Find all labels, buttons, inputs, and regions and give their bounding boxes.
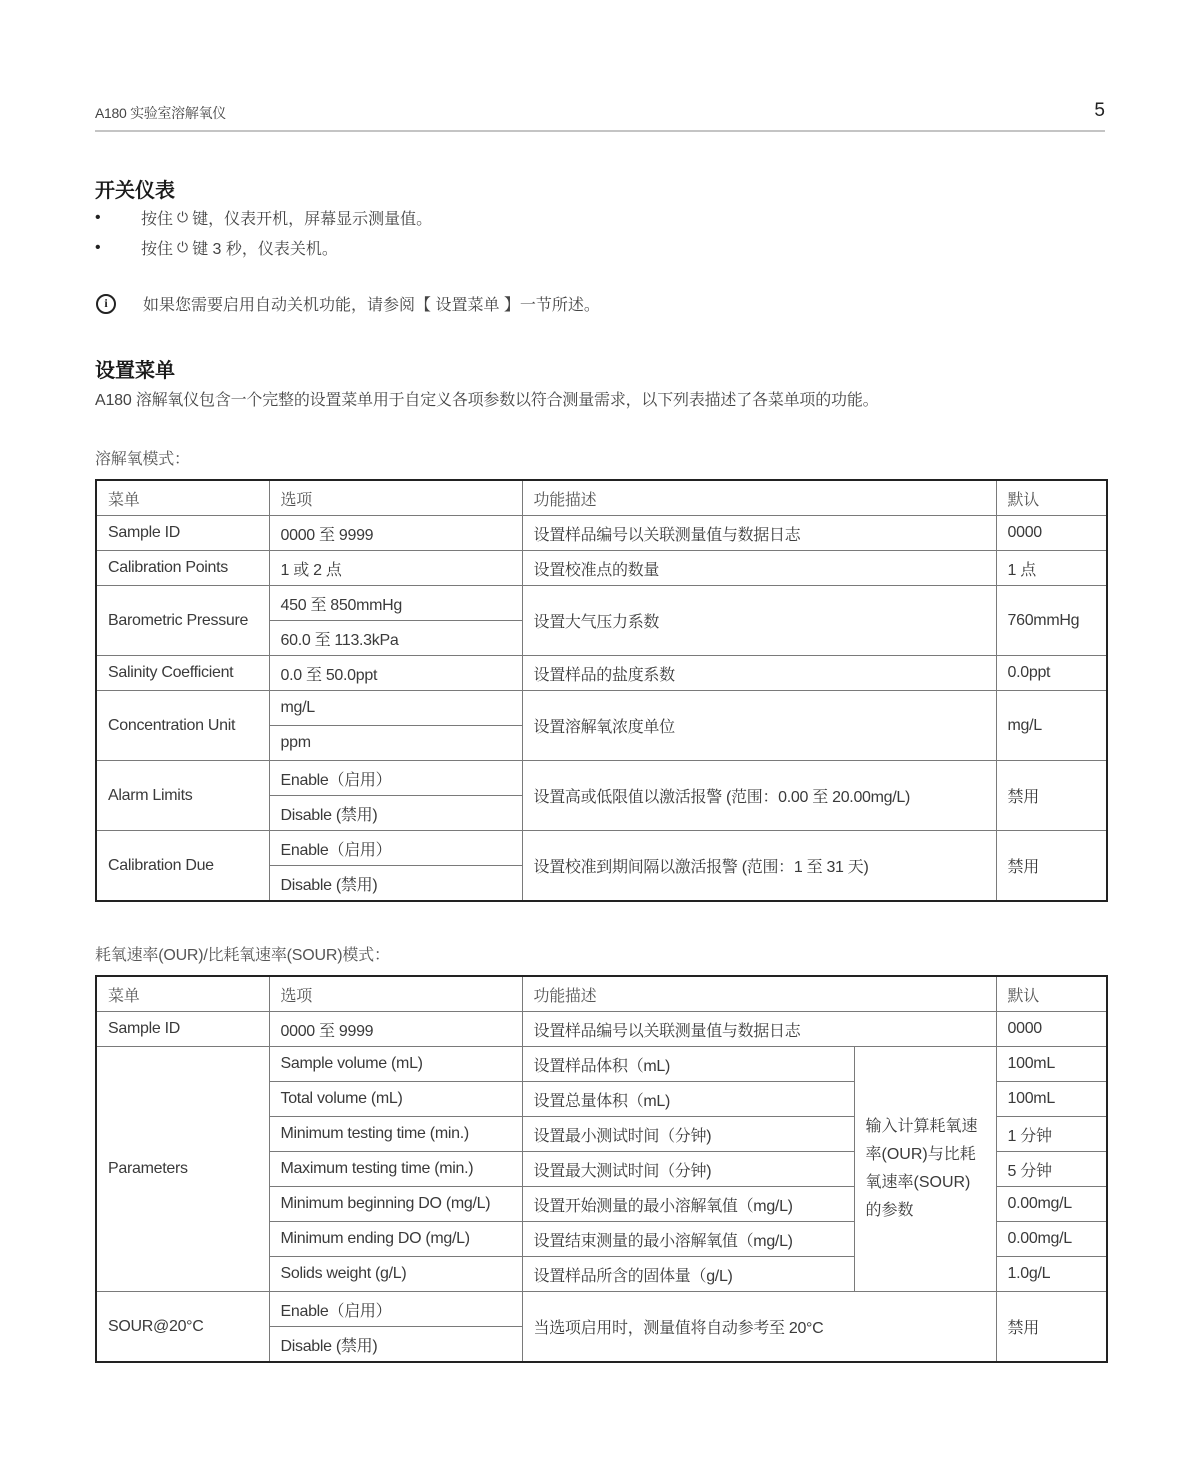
default-cell: 0.0ppt bbox=[996, 656, 1107, 691]
menu-cell: Concentration Unit bbox=[96, 691, 269, 761]
option-cell: ppm bbox=[269, 726, 522, 761]
page-number: 5 bbox=[1094, 100, 1105, 121]
parameters-group-note: 输入计算耗氧速率(OUR)与比耗氧速率(SOUR)的参数 bbox=[854, 1047, 996, 1292]
description-cell: 设置样品编号以关联测量值与数据日志 bbox=[522, 1012, 996, 1047]
description-cell: 设置最大测试时间（分钟) bbox=[522, 1152, 854, 1187]
option-cell: Enable（启用） bbox=[269, 831, 522, 866]
default-cell: 禁用 bbox=[996, 831, 1107, 902]
info-note bbox=[95, 292, 600, 315]
table-header-row bbox=[96, 976, 1107, 1012]
default-cell: 禁用 bbox=[996, 1292, 1107, 1363]
section-title-power: 开关仪表 bbox=[95, 180, 175, 202]
description-cell: 设置开始测量的最小溶解氧值（mg/L) bbox=[522, 1187, 854, 1222]
option-cell: Disable (禁用) bbox=[269, 866, 522, 902]
option-cell: Disable (禁用) bbox=[269, 1327, 522, 1363]
option-cell: Minimum testing time (min.) bbox=[269, 1117, 522, 1152]
bullet-icon: • bbox=[95, 238, 101, 256]
table-row bbox=[96, 691, 1107, 726]
note-text: 如果您需要启用自动关机功能，请参阅【 设置菜单 】一节所述。 bbox=[143, 297, 600, 314]
option-cell: 450 至 850mmHg bbox=[269, 586, 522, 621]
option-cell: 60.0 至 113.3kPa bbox=[269, 621, 522, 656]
bullet-icon: • bbox=[95, 208, 101, 226]
default-cell: 0.00mg/L bbox=[996, 1187, 1107, 1222]
option-cell: Maximum testing time (min.) bbox=[269, 1152, 522, 1187]
description-cell: 设置样品的盐度系数 bbox=[522, 656, 996, 691]
bullet-text-before: 按住 bbox=[141, 211, 174, 228]
description-cell: 当选项启用时，测量值将自动参考至 20°C bbox=[522, 1292, 996, 1363]
option-cell: Enable（启用） bbox=[269, 1292, 522, 1327]
menu-cell: SOUR@20°C bbox=[96, 1292, 269, 1363]
menu-cell: Parameters bbox=[96, 1047, 269, 1292]
document-title: A180 实验室溶解氧仪 bbox=[95, 105, 226, 121]
header-default: 默认 bbox=[996, 976, 1107, 1012]
option-cell: Solids weight (g/L) bbox=[269, 1257, 522, 1292]
option-cell: Minimum beginning DO (mg/L) bbox=[269, 1187, 522, 1222]
table-row bbox=[96, 1292, 1107, 1327]
setup-intro: A180 溶解氧仪包含一个完整的设置菜单用于自定义各项参数以符合测量需求，以下列表描述了各菜单项的功能。 bbox=[95, 392, 879, 409]
default-cell: 5 分钟 bbox=[996, 1152, 1107, 1187]
menu-cell: Calibration Due bbox=[96, 831, 269, 902]
menu-cell: Sample ID bbox=[96, 516, 269, 551]
menu-cell: Sample ID bbox=[96, 1012, 269, 1047]
default-cell: 760mmHg bbox=[996, 586, 1107, 656]
our-table-caption: 耗氧速率(OUR)/比耗氧速率(SOUR)模式： bbox=[95, 947, 390, 964]
table-row bbox=[96, 586, 1107, 621]
option-cell: Total volume (mL) bbox=[269, 1082, 522, 1117]
menu-cell: Alarm Limits bbox=[96, 761, 269, 831]
option-cell: Disable (禁用) bbox=[269, 796, 522, 831]
default-cell: 1.0g/L bbox=[996, 1257, 1107, 1292]
header-default: 默认 bbox=[996, 480, 1107, 516]
power-icon: ⏻ bbox=[177, 209, 189, 225]
description-cell: 设置最小测试时间（分钟) bbox=[522, 1117, 854, 1152]
bullet-text-after: 键，仪表开机，屏幕显示测量值。 bbox=[192, 211, 433, 228]
option-cell: 0000 至 9999 bbox=[269, 1012, 522, 1047]
menu-cell: Salinity Coefficient bbox=[96, 656, 269, 691]
description-cell: 设置样品体积（mL) bbox=[522, 1047, 854, 1082]
option-cell: Sample volume (mL) bbox=[269, 1047, 522, 1082]
default-cell: 100mL bbox=[996, 1047, 1107, 1082]
description-cell: 设置溶解氧浓度单位 bbox=[522, 691, 996, 761]
description-cell: 设置高或低限值以激活报警 (范围：0.00 至 20.00mg/L) bbox=[522, 761, 996, 831]
option-cell: 1 或 2 点 bbox=[269, 551, 522, 586]
description-cell: 设置大气压力系数 bbox=[522, 586, 996, 656]
table-row bbox=[96, 516, 1107, 551]
description-cell: 设置样品所含的固体量（g/L) bbox=[522, 1257, 854, 1292]
menu-cell: Calibration Points bbox=[96, 551, 269, 586]
do-mode-table bbox=[95, 479, 1108, 902]
section-title-setup: 设置菜单 bbox=[95, 360, 175, 382]
header-options: 选项 bbox=[269, 976, 522, 1012]
table-row bbox=[96, 656, 1107, 691]
menu-cell: Barometric Pressure bbox=[96, 586, 269, 656]
default-cell: 0000 bbox=[996, 516, 1107, 551]
description-cell: 设置样品编号以关联测量值与数据日志 bbox=[522, 516, 996, 551]
header-options: 选项 bbox=[269, 480, 522, 516]
default-cell: 1 分钟 bbox=[996, 1117, 1107, 1152]
our-sour-mode-table bbox=[95, 975, 1108, 1363]
bullet-item bbox=[95, 236, 338, 259]
table-row bbox=[96, 831, 1107, 866]
option-cell: Minimum ending DO (mg/L) bbox=[269, 1222, 522, 1257]
page-header bbox=[95, 100, 1105, 132]
bullet-text-after: 键 3 秒，仪表关机。 bbox=[192, 241, 338, 258]
header-description: 功能描述 bbox=[522, 480, 996, 516]
description-cell: 设置总量体积（mL) bbox=[522, 1082, 854, 1117]
option-cell: 0000 至 9999 bbox=[269, 516, 522, 551]
option-cell: 0.0 至 50.0ppt bbox=[269, 656, 522, 691]
default-cell: 0000 bbox=[996, 1012, 1107, 1047]
do-table-caption: 溶解氧模式： bbox=[95, 451, 190, 468]
description-cell: 设置结束测量的最小溶解氧值（mg/L) bbox=[522, 1222, 854, 1257]
table-header-row bbox=[96, 480, 1107, 516]
bullet-item bbox=[95, 206, 432, 229]
default-cell: mg/L bbox=[996, 691, 1107, 761]
table-row bbox=[96, 761, 1107, 796]
header-description: 功能描述 bbox=[522, 976, 996, 1012]
table-row bbox=[96, 1047, 1107, 1082]
description-cell: 设置校准到期间隔以激活报警 (范围：1 至 31 天) bbox=[522, 831, 996, 902]
option-cell: mg/L bbox=[269, 691, 522, 726]
bullet-text-before: 按住 bbox=[141, 241, 174, 258]
power-icon: ⏻ bbox=[177, 239, 189, 255]
option-cell: Enable（启用） bbox=[269, 761, 522, 796]
table-row bbox=[96, 1012, 1107, 1047]
description-cell: 设置校准点的数量 bbox=[522, 551, 996, 586]
info-icon: i bbox=[96, 294, 116, 314]
default-cell: 禁用 bbox=[996, 761, 1107, 831]
default-cell: 1 点 bbox=[996, 551, 1107, 586]
header-menu: 菜单 bbox=[96, 976, 269, 1012]
header-menu: 菜单 bbox=[96, 480, 269, 516]
table-row bbox=[96, 551, 1107, 586]
default-cell: 0.00mg/L bbox=[996, 1222, 1107, 1257]
default-cell: 100mL bbox=[996, 1082, 1107, 1117]
